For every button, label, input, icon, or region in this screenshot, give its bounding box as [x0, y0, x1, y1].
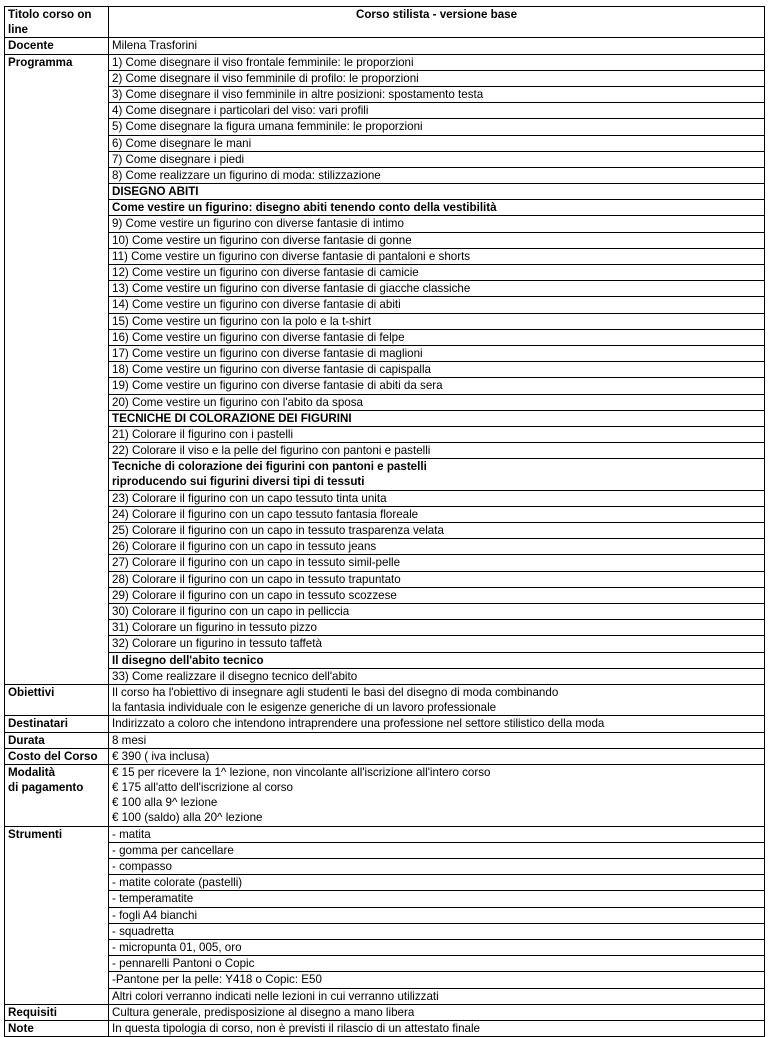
programma-item: 18) Come vestire un figurino con diverse fantasie di capispalla	[109, 362, 764, 378]
programma-item: 6) Come disegnare le mani	[109, 136, 764, 152]
modalita-value	[109, 764, 765, 826]
requisiti-label: Requisiti	[5, 1004, 109, 1020]
requisiti-row	[5, 1004, 765, 1020]
modalita-label	[5, 764, 109, 826]
programma-item: 29) Colorare il figurino con un capo in tessuto scozzese	[109, 588, 764, 604]
programma-item: 2) Come disegnare il viso femminile di profilo: le proporzioni	[109, 71, 764, 87]
strumenti-item: - matita	[109, 827, 764, 843]
programma-section-heading: TECNICHE DI COLORAZIONE DEI FIGURINI	[109, 411, 764, 427]
programma-section-heading: DISEGNO ABITI	[109, 184, 764, 200]
costo-label: Costo del Corso	[5, 748, 109, 764]
programma-label: Programma	[5, 54, 109, 684]
programma-section-heading: Come vestire un figurino: disegno abiti tenendo conto della vestibilità	[109, 200, 764, 216]
programma-item: 11) Come vestire un figurino con diverse fantasie di pantaloni e shorts	[109, 249, 764, 265]
programma-section-heading: riproducendo sui figurini diversi tipi di tessuti	[109, 474, 764, 490]
strumenti-item: Altri colori verranno indicati nelle lezioni in cui verranno utilizzati	[112, 989, 439, 1003]
programma-item: 17) Come vestire un figurino con diverse fantasie di maglioni	[109, 346, 764, 362]
docente-row	[5, 38, 765, 54]
docente-label: Docente	[5, 38, 109, 54]
durata-value: 8 mesi	[109, 732, 765, 748]
programma-list	[109, 54, 765, 684]
modalita-label-line1: Modalità	[8, 765, 56, 779]
programma-item: 19) Come vestire un figurino con diverse fantasie di abiti da sera	[109, 378, 764, 394]
programma-item: 32) Colorare un figurino in tessuto taffetà	[109, 636, 764, 652]
programma-item: 24) Colorare il figurino con un capo tessuto fantasia floreale	[109, 507, 764, 523]
programma-item: 3) Come disegnare il viso femminile in altre posizioni: spostamento testa	[109, 87, 764, 103]
destinatari-label: Destinatari	[5, 716, 109, 732]
programma-item: 33) Come realizzare il disegno tecnico dell'abito	[112, 669, 358, 683]
programma-item: 10) Come vestire un figurino con diverse fantasie di gonne	[109, 233, 764, 249]
course-title: Corso stilista - versione base	[109, 7, 765, 38]
obiettivi-value	[109, 684, 765, 715]
docente-value: Milena Trasforini	[109, 38, 765, 54]
programma-item: 21) Colorare il figurino con i pastelli	[109, 427, 764, 443]
programma-item: 9) Come vestire un figurino con diverse fantasie di intimo	[109, 216, 764, 232]
programma-item: 16) Come vestire un figurino con diverse fantasie di felpe	[109, 330, 764, 346]
strumenti-item: - matite colorate (pastelli)	[109, 875, 764, 891]
title-label: Titolo corso on line	[5, 7, 109, 38]
obiettivi-line: la fantasia individuale con le esigenze generiche di un lavoro professionale	[112, 701, 497, 715]
programma-section-heading: Tecniche di colorazione dei figurini con pantoni e pastelli	[112, 460, 427, 474]
programma-item: 25) Colorare il figurino con un capo in tessuto trasparenza velata	[109, 523, 764, 539]
modalita-label-line2: di pagamento	[8, 781, 84, 795]
obiettivi-label: Obiettivi	[5, 684, 109, 715]
programma-item: 7) Come disegnare i piedi	[109, 152, 764, 168]
programma-row	[5, 54, 765, 684]
programma-item: 8) Come realizzare un figurino di moda: stilizzazione	[109, 168, 764, 184]
obiettivi-line: Il corso ha l'obiettivo di insegnare agli studenti le basi del disegno di moda combinando	[112, 685, 559, 699]
programma-item: 22) Colorare il viso e la pelle del figurino con pantoni e pastelli	[109, 443, 764, 459]
modalita-line: € 175 all'atto dell'iscrizione al corso	[112, 781, 294, 795]
destinatari-row	[5, 716, 765, 732]
programma-item: 15) Come vestire un figurino con la polo e la t-shirt	[109, 314, 764, 330]
modalita-row	[5, 764, 765, 826]
durata-label: Durata	[5, 732, 109, 748]
modalita-line: € 100 alla 9^ lezione	[112, 796, 218, 810]
programma-item: 31) Colorare un figurino in tessuto pizzo	[109, 620, 764, 636]
strumenti-list	[109, 826, 765, 1004]
strumenti-row	[5, 826, 765, 1004]
programma-item: 13) Come vestire un figurino con diverse fantasie di giacche classiche	[109, 281, 764, 297]
programma-item: 30) Colorare il figurino con un capo in pelliccia	[109, 604, 764, 620]
course-table	[4, 6, 765, 1037]
note-value: In questa tipologia di corso, non è previsti il rilascio di un attestato finale	[109, 1020, 765, 1036]
costo-row	[5, 748, 765, 764]
durata-row	[5, 732, 765, 748]
note-label: Note	[5, 1020, 109, 1036]
header-row	[5, 7, 765, 38]
programma-item: 28) Colorare il figurino con un capo in tessuto trapuntato	[109, 572, 764, 588]
strumenti-item: - fogli A4 bianchi	[109, 908, 764, 924]
strumenti-item: - temperamatite	[109, 891, 764, 907]
programma-item: 14) Come vestire un figurino con diverse fantasie di abiti	[109, 297, 764, 313]
strumenti-label: Strumenti	[5, 826, 109, 1004]
strumenti-item: - pennarelli Pantoni o Copic	[109, 956, 764, 972]
strumenti-item: - gomma per cancellare	[109, 843, 764, 859]
programma-item: 1) Come disegnare il viso frontale femminile: le proporzioni	[109, 55, 764, 71]
strumenti-item: - micropunta 01, 005, oro	[109, 940, 764, 956]
strumenti-item: -Pantone per la pelle: Y418 o Copic: E50	[109, 972, 764, 988]
programma-item: 27) Colorare il figurino con un capo in tessuto simil-pelle	[109, 555, 764, 571]
programma-item: 20) Come vestire un figurino con l'abito da sposa	[109, 395, 764, 411]
destinatari-value: Indirizzato a coloro che intendono intraprendere una professione nel settore stilistico della moda	[109, 716, 765, 732]
modalita-line: € 15 per ricevere la 1^ lezione, non vincolante all'iscrizione all'intero corso	[112, 765, 491, 779]
programma-section-heading: Il disegno dell'abito tecnico	[109, 653, 764, 669]
requisiti-value: Cultura generale, predisposizione al disegno a mano libera	[109, 1004, 765, 1020]
programma-item: 5) Come disegnare la figura umana femminile: le proporzioni	[109, 119, 764, 135]
programma-item: 26) Colorare il figurino con un capo in tessuto jeans	[109, 539, 764, 555]
costo-value: € 390 ( iva inclusa)	[109, 748, 765, 764]
programma-item: 12) Come vestire un figurino con diverse fantasie di camicie	[109, 265, 764, 281]
strumenti-item: - compasso	[109, 859, 764, 875]
note-row	[5, 1020, 765, 1036]
obiettivi-row	[5, 684, 765, 715]
programma-item: 23) Colorare il figurino con un capo tessuto tinta unita	[109, 491, 764, 507]
modalita-line: € 100 (saldo) alla 20^ lezione	[112, 811, 263, 825]
strumenti-item: - squadretta	[109, 924, 764, 940]
programma-item: 4) Come disegnare i particolari del viso: vari profili	[109, 103, 764, 119]
